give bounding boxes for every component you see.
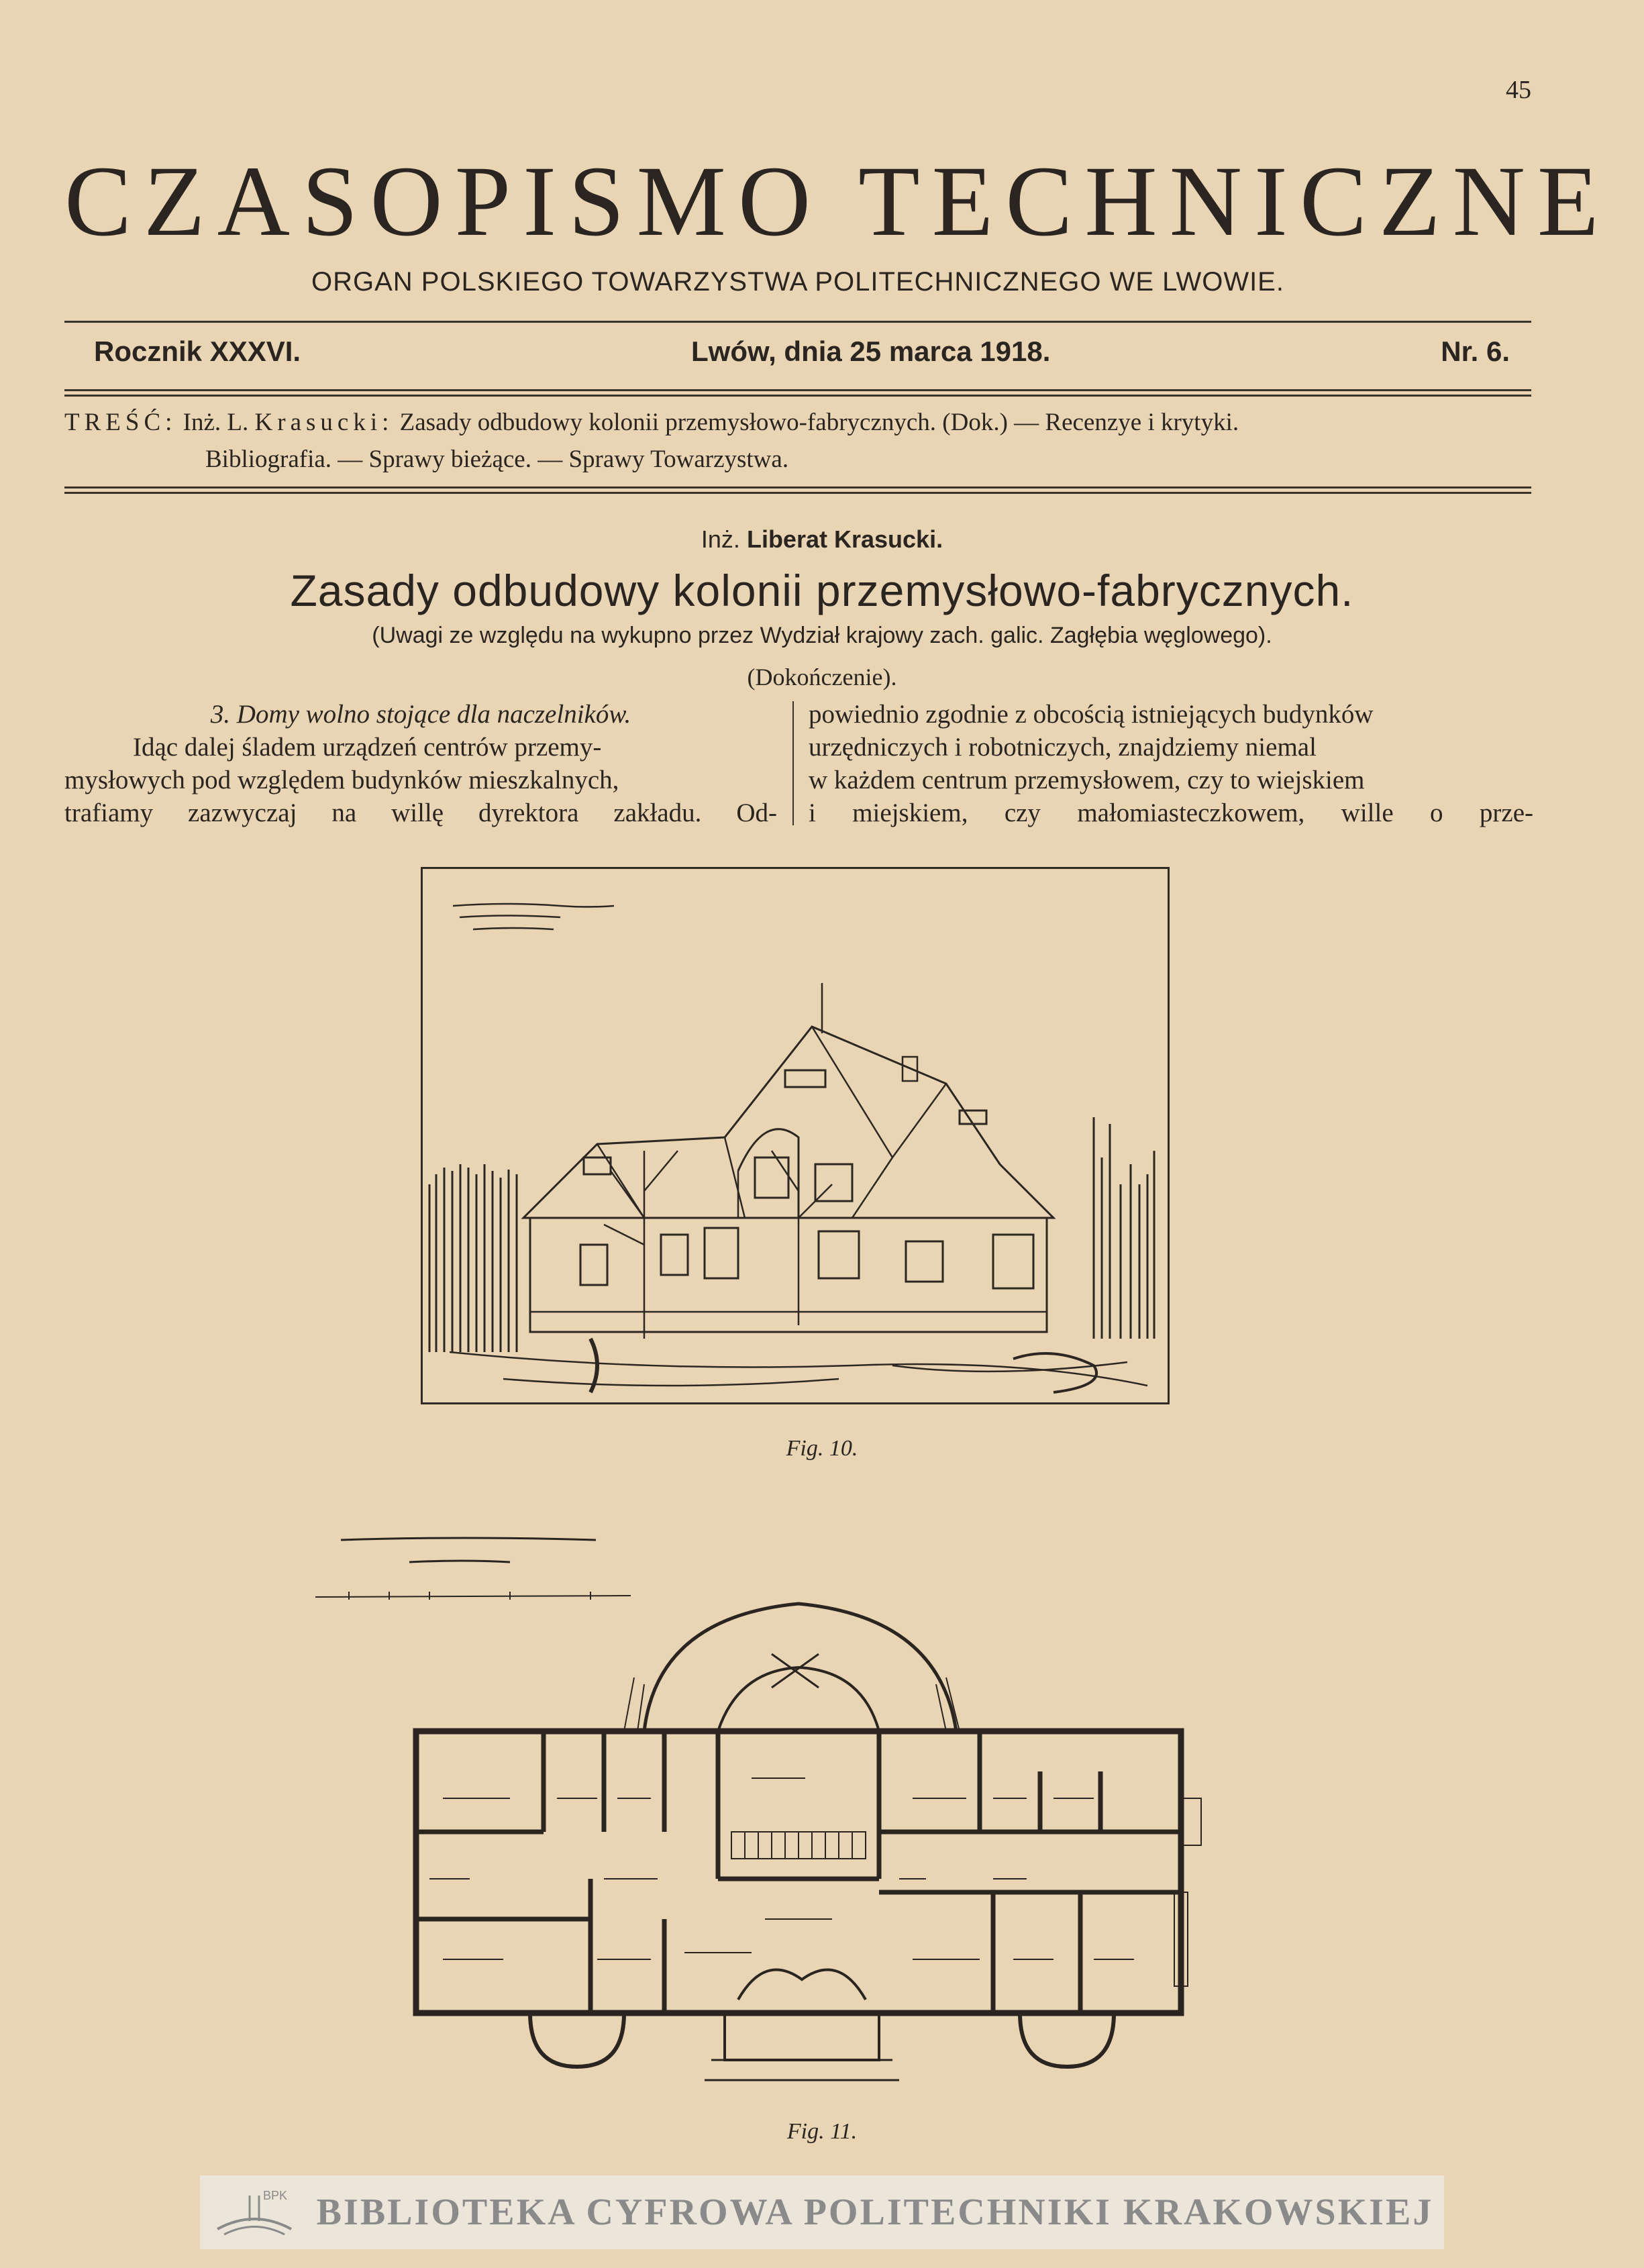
issue-info (94, 336, 1510, 368)
toc-author: Inż. L. (183, 409, 249, 436)
masthead-title: CZASOPISMO TECHNICZNE (64, 146, 1611, 257)
section-heading: 3. Domy wolno stojące dla naczelników. (210, 700, 631, 729)
text-column-left (64, 698, 777, 829)
figure-villa-sketch (421, 867, 1170, 1404)
paragraph-line: Idąc dalej śladem urządzeń centrów przemy- (133, 733, 602, 762)
text-column-right (809, 698, 1533, 829)
article-title: Zasady odbudowy kolonii przemysłowo-fabrycznych. (290, 566, 1354, 615)
masthead-organ: ORGAN POLSKIEGO TOWARZYSTWA POLITECHNICZNEGO WE LWOWIE. (311, 267, 1284, 297)
toc-line2: Bibliografia. — Sprawy bieżące. — Sprawy Towarzystwa. (205, 446, 789, 473)
divider (64, 321, 1531, 323)
column-divider (792, 701, 794, 825)
toc-author-name: Krasucki: (254, 409, 394, 436)
logo-lettering: BPK (262, 2189, 287, 2202)
figure-floor-plan (309, 1516, 1262, 2087)
paragraph-line: trafiamy zazwyczaj na willę dyrektora zakładu. Od- (64, 798, 777, 827)
paragraph-line: w każdem centrum przemysłowem, czy to wiejskiem (809, 766, 1365, 794)
villa-drawing (423, 869, 1168, 1402)
divider-double (64, 389, 1531, 397)
library-logo-icon (211, 2182, 298, 2243)
paragraph-line: mysłowych pod względem budynków mieszkalnych, (64, 766, 619, 794)
author-prefix: Inż. (701, 525, 740, 553)
paragraph-line: i miejskiem, czy małomiasteczkowem, wille o prze- (809, 798, 1533, 827)
toc-line1: Zasady odbudowy kolonii przemysłowo-fabrycznych. (Dok.) — Recenzye i krytyki. (399, 409, 1239, 436)
issue-number: Nr. 6. (1441, 336, 1510, 367)
continued-note: (Dokończenie). (747, 664, 897, 690)
floor-plan-drawing (309, 1516, 1262, 2087)
figure-caption: Fig. 10. (786, 1436, 858, 1461)
paragraph-line: urzędniczych i robotniczych, znajdziemy niemal (809, 733, 1317, 762)
divider-double (64, 486, 1531, 494)
table-of-contents (64, 404, 1531, 478)
library-footer (200, 2175, 1444, 2249)
page-number: 45 (1506, 76, 1531, 104)
figure-caption: Fig. 11. (786, 2119, 858, 2144)
paragraph-line: powiednio zgodnie z obcością istniejących budynków (809, 700, 1374, 729)
article-subtitle: (Uwagi ze względu na wykupno przez Wydział krajowy zach. galic. Zagłębia węglowego). (372, 623, 1272, 648)
author-name: Liberat Krasucki. (746, 525, 943, 553)
article-author (0, 525, 1644, 554)
toc-label: TREŚĆ: (64, 409, 177, 436)
library-footer-text: BIBLIOTEKA CYFROWA POLITECHNIKI KRAKOWSKIEJ (316, 2192, 1434, 2233)
issue-date: Lwów, dnia 25 marca 1918. (691, 336, 1051, 367)
issue-volume: Rocznik XXXVI. (94, 336, 301, 367)
